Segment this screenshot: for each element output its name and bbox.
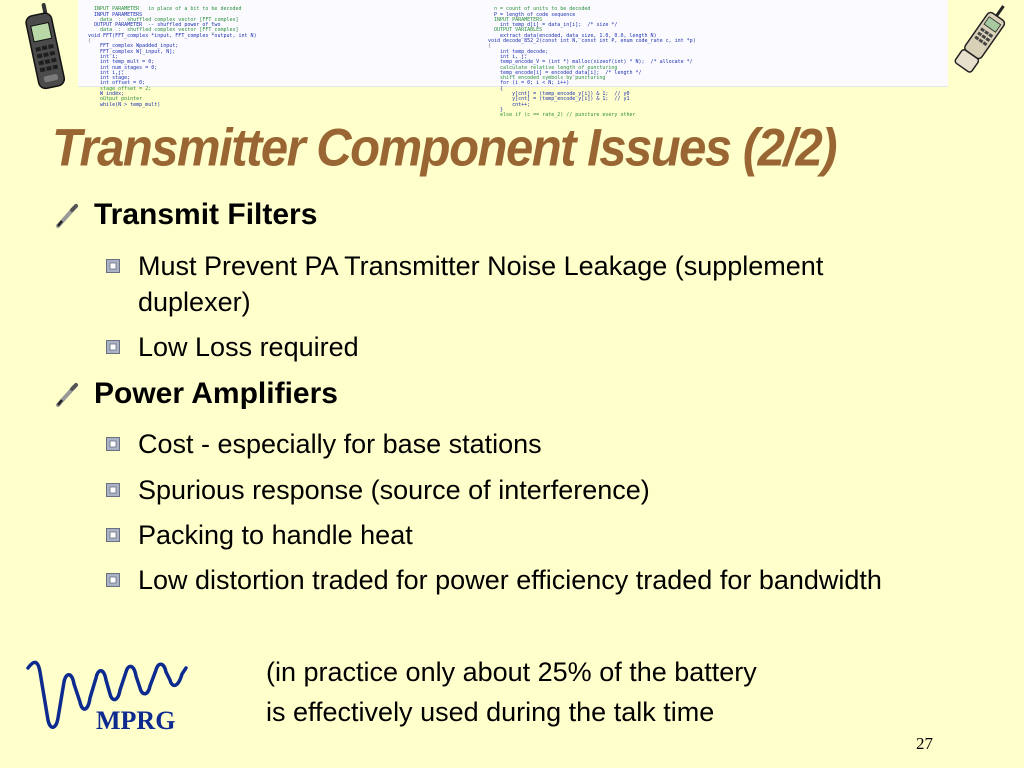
square-bullet-icon [106, 483, 120, 497]
list-item-text: Low distortion traded for power efficiency traded for bandwidth [138, 565, 882, 595]
list-item-text: Low Loss required [138, 332, 359, 362]
footnote-line-1: (in practice only about 25% of the battery [266, 657, 757, 687]
pen-bullet-icon [54, 200, 80, 230]
mobile-phone-image [16, 2, 72, 98]
footnote-line-2: is effectively used during the talk time [266, 697, 715, 727]
square-bullet-icon [106, 437, 120, 451]
section-heading-text: Power Amplifiers [94, 377, 338, 410]
list-item-text: Cost - especially for base stations [138, 429, 542, 459]
square-bullet-icon [106, 573, 120, 587]
square-bullet-icon [106, 528, 120, 542]
list-item-text: Spurious response (source of interference) [138, 475, 650, 505]
logo-text: MPRG [96, 706, 176, 735]
phone-handset-icon [16, 2, 72, 98]
page-number: 27 [916, 734, 933, 753]
list-item-text: Packing to handle heat [138, 520, 413, 550]
slide-title: Transmitter Component Issues (2/2) [52, 119, 837, 178]
code-column-right: n = count of units to be decoded P = length of code sequence INPUT PARAMETERS int temp_d[i] = data_in[i]; /* size */ OUTPUT VARIABLES extract_data(encoded, data_size, 1.0, 0.0, length N) void decode_852_2(const int N, const int P, enum code_rate c, int *p) { int temp_decode; int i, j; temp_encode_V = (int *) malloc(sizeof(int) * N); /* allocate */ calculate relative length of puncturing temp_encode[i] = encoded_data[i]; /* length */ shift encoded symbols by puncturing for (i = 0; i < N; i++) { y[cnt] = (temp_encode_y[i]) & 1; // y0 y[cnt] = (temp_encode_y[i]) & 1; // y1 cnt++; } else if (c == rate_2) // puncture every other [488, 6, 696, 119]
code-column-left: INPUT PARAMETER in place of a bit to be decoded INPUT PARAMETERS data : shuffled complex vector [FFT_complex] OUTPUT PARAMETER -- shuffled power of two data : shuffled complex vector [FFT_complex] void FFT(FFT_complex *input, FFT_complex *output, int N) { FFT_complex Wpadded_input; FFT_complex W[_input, N]; int i; int temp_mult = 0; int num_stages = 0; int i,j; int stage; int offset = 0; stage_offset = 2; W_index; output pointer while(N > temp_mult) [88, 6, 257, 108]
list-item-text: Must Prevent PA Transmitter Noise Leakage (supplement duplexer) [138, 251, 824, 317]
section-heading-text: Transmit Filters [94, 198, 318, 231]
cellphone-icon [952, 4, 1012, 78]
footnote [266, 652, 966, 732]
square-bullet-icon [106, 340, 120, 354]
code-banner-image [78, 0, 948, 119]
square-bullet-icon [106, 259, 120, 273]
mobile-phone-image-right [952, 4, 1012, 78]
pen-bullet-icon [54, 379, 80, 409]
